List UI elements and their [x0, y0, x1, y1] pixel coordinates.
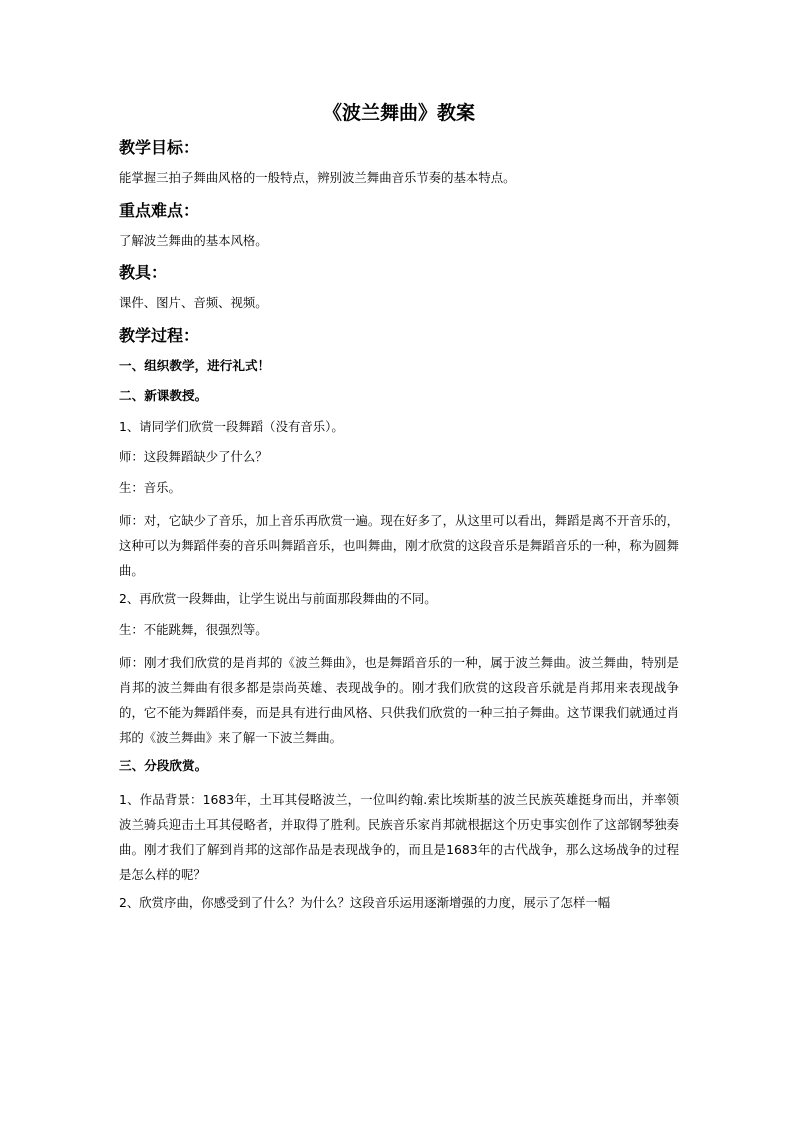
process-paragraph: 师：对，它缺少了音乐，加上音乐再欣赏一遍。现在好多了，从这里可以看出，舞蹈是离不开音乐的，这种可以为舞蹈伴奏的音乐叫舞蹈音乐，也叫舞曲，刚才欣赏的这段音乐是舞蹈音乐的一种，称为圆舞曲。 [119, 513, 679, 578]
process-step-3: 三、分段欣赏。 [119, 758, 208, 773]
document-title: 《波兰舞曲》教案 [322, 102, 475, 124]
process-paragraph: 1、请同学们欣赏一段舞蹈（没有音乐）。 [119, 418, 344, 434]
process-paragraph: 师：刚才我们欣赏的是肖邦的《波兰舞曲》，也是舞蹈音乐的一种，属于波兰舞曲。波兰舞曲，特别是肖邦的波兰舞曲有很多都是崇尚英雄、表现战争的。刚才我们欣赏的这段音乐就是肖邦用来表现战争的，它不能为舞蹈伴奏，而是具有进行曲风格、只供我们欣赏的一种三拍子舞曲。这节课我们就通过肖邦的《波兰舞曲》来了解一下波兰舞曲。 [119, 655, 679, 745]
tools-heading: 教具： [119, 263, 168, 282]
process-paragraph: 1、作品背景：1683年，土耳其侵略波兰，一位叫约翰.索比埃斯基的波兰民族英雄挺身而出，并率领波兰骑兵迎击土耳其侵略者，并取得了胜利。民族音乐家肖邦就根据这个历史事实创作了这部钢琴独奏曲。刚才我们了解到肖邦的这部作品是表现战争的，而且是1683年的古代战争，那么这场战争的过程是怎么样的呢？ [119, 791, 679, 882]
key-heading: 重点难点： [119, 200, 200, 220]
key-text: 了解波兰舞曲的基本风格。 [119, 232, 268, 248]
process-paragraph: 生：不能跳舞，很强烈等。 [119, 621, 268, 637]
process-paragraph: 2、欣赏序曲，你感受到了什么？为什么？这段音乐运用逐渐增强的力度，展示了怎样一幅 [119, 894, 611, 910]
document-page [119, 100, 679, 923]
process-step-2: 二、新课教授。 [119, 388, 208, 403]
process-step-1: 一、组织教学，进行礼式！ [119, 357, 271, 373]
process-paragraph: 师：这段舞蹈缺少了什么？ [119, 449, 268, 464]
process-heading: 教学过程： [119, 325, 200, 345]
tools-text: 课件、图片、音频、视频。 [119, 295, 268, 310]
process-paragraph: 生：音乐。 [119, 479, 181, 495]
goal-heading: 教学目标： [119, 138, 200, 157]
process-paragraph: 2、再欣赏一段舞曲，让学生说出与前面那段舞曲的不同。 [119, 591, 437, 606]
goal-text: 能掌握三拍子舞曲风格的一般特点，辨别波兰舞曲音乐节奏的基本特点。 [119, 170, 516, 185]
